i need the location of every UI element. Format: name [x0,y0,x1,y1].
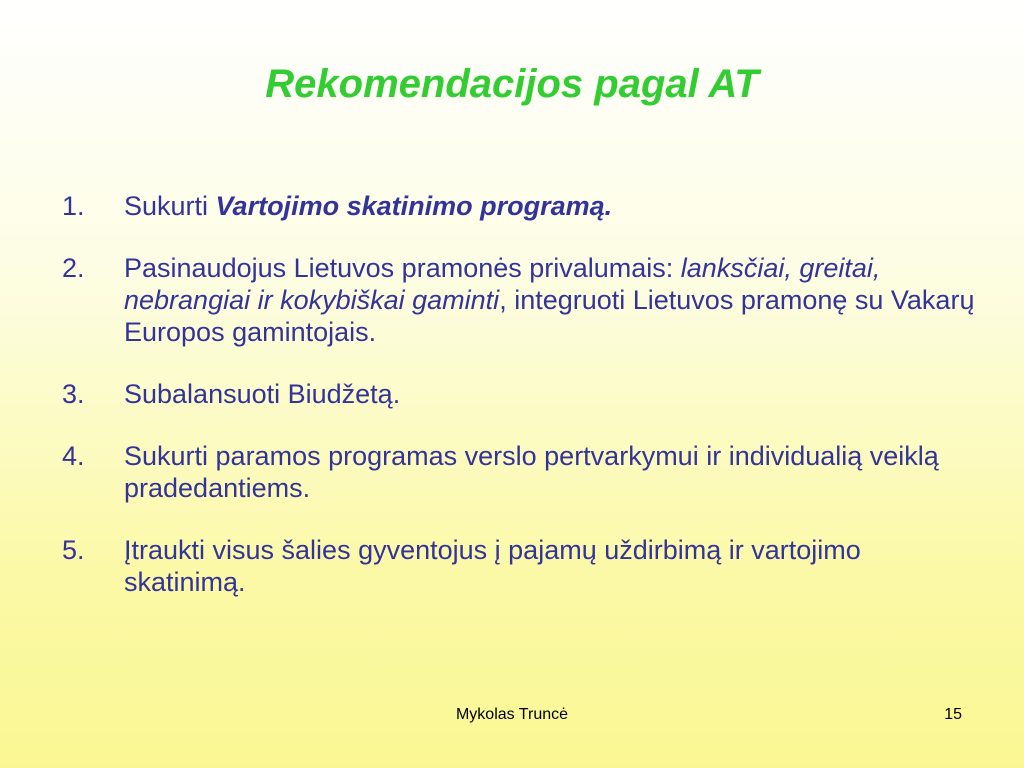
footer-author: Mykolas Truncė [455,706,569,723]
list-item-text [124,440,982,504]
list-item-text [124,252,982,348]
list-item-text [124,190,982,222]
text-run: , integruoti Lietuvos pramonę su Vakarų Europos gamintojais. [124,285,975,347]
list-item-text [124,534,982,598]
text-run: Sukurti paramos programas verslo pertvarkymui ir individualią veiklą pradedantiems. [124,441,939,503]
page-number: 15 [944,706,962,723]
list-item-number: 1. [62,191,85,221]
text-run: Subalansuoti Biudžetą. [124,379,401,409]
italic-text-run: lanksčiai, greitai, nebrangiai ir kokybiškai gaminti [124,253,881,315]
list-item-number: 3. [62,379,85,409]
list-item [62,252,982,348]
emphasized-text-run: Vartojimo skatinimo programą. [215,191,613,221]
list-item [62,534,982,598]
list-item-number: 5. [62,535,85,565]
list-item-text [124,378,982,410]
list-item [62,440,982,504]
list-item-number: 4. [62,441,85,471]
text-run: Įtraukti visus šalies gyventojus į pajamų uždirbimą ir vartojimo skatinimą. [124,535,861,597]
text-run: Sukurti [124,191,216,221]
text-run: Pasinaudojus Lietuvos pramonės privalumais: [124,253,681,283]
recommendations-list [62,190,982,628]
list-item [62,378,982,410]
list-item-number: 2. [62,253,85,283]
slide-title: Rekomendacijos pagal AT [265,62,759,106]
list-item [62,190,982,222]
